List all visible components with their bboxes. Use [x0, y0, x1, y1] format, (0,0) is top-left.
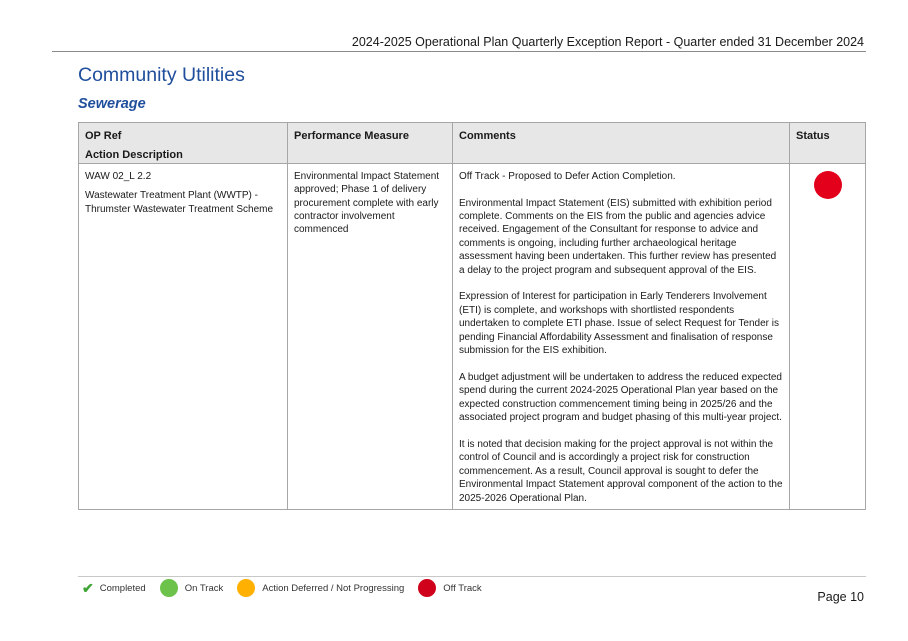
legend-item-completed: [82, 581, 146, 595]
legend-label-action-deferred: Action Deferred / Not Progressing: [262, 582, 405, 594]
subsection-title: Sewerage: [78, 96, 146, 112]
op-ref-header-label: OP Ref: [85, 130, 122, 142]
status-legend: [82, 579, 496, 597]
column-header-status: Status: [790, 123, 866, 164]
comment-paragraph: Expression of Interest for participation in Early Tenderers Involvement (ETI) is complete, and workshops with shortlisted respondents undertaken to complete ETI phase. Issue of select Request for Tender is pending Financial Affordability Assessment and finalisation of response submission for the EIS exhibition.: [459, 291, 779, 357]
green-circle-icon: [160, 579, 178, 597]
off-track-status-icon: [814, 171, 842, 199]
legend-label-off-track: Off Track: [443, 582, 482, 594]
performance-measure-cell: Environmental Impact Statement approved; Phase 1 of delivery procurement complete with early contractor involvement commenced: [288, 163, 453, 509]
op-ref-cell: [79, 163, 288, 509]
comments-cell: [453, 163, 790, 509]
column-header-op-ref: [79, 123, 288, 164]
legend-label-completed: Completed: [99, 582, 146, 594]
red-circle-icon: [418, 579, 436, 597]
legend-item-off-track: [418, 579, 481, 597]
action-description-value: Wastewater Treatment Plant (WWTP) - Thrumster Wastewater Treatment Scheme: [85, 190, 274, 215]
exception-report-table: [78, 122, 866, 510]
column-header-comments: Comments: [453, 123, 790, 164]
report-header-title: 2024-2025 Operational Plan Quarterly Exception Report - Quarter ended 31 December 2024: [351, 35, 864, 49]
section-title: Community Utilities: [78, 64, 245, 86]
status-cell: [790, 163, 866, 509]
legend-item-action-deferred: [237, 579, 404, 597]
header-divider: [52, 51, 866, 52]
column-header-performance-measure: Performance Measure: [288, 123, 453, 164]
amber-circle-icon: [237, 579, 255, 597]
legend-label-on-track: On Track: [184, 582, 224, 594]
comment-paragraph: A budget adjustment will be undertaken to address the reduced expected spend during the current 2024-2025 Operational Plan year based on the expected construction commencement timing being in 2025/26 and the associated project program and budget phasing of this multi-year project.: [459, 371, 782, 424]
table-header-row: [79, 123, 866, 164]
comment-paragraph: It is noted that decision making for the project approval is not within the control of Council and is accordingly a project risk for construction commencement. As a result, Council approval is sought to defer the Environmental Impact Statement approval component of the action to the 2025-2026 Operational Plan.: [459, 438, 783, 504]
check-icon: ✔: [82, 580, 94, 596]
table-row: [79, 163, 866, 509]
page-number: Page 10: [817, 590, 864, 604]
comment-paragraph: Off Track - Proposed to Defer Action Completion.: [459, 170, 676, 182]
comment-paragraph: Environmental Impact Statement (EIS) submitted with exhibition period complete. Comments on the EIS from the public and agencies advice received. Engagement of the Consultant for response to advice and comments is ongoing, including further archaeological heritage assessment having been undertaken. This further review has presented a delay to the project program and subsequent approval of the EIS.: [459, 197, 777, 276]
action-description-header-label: Action Description: [85, 149, 183, 162]
legend-item-on-track: [160, 579, 224, 597]
footer-divider: [78, 576, 866, 577]
op-ref-value: WAW 02_L 2.2: [85, 170, 152, 182]
